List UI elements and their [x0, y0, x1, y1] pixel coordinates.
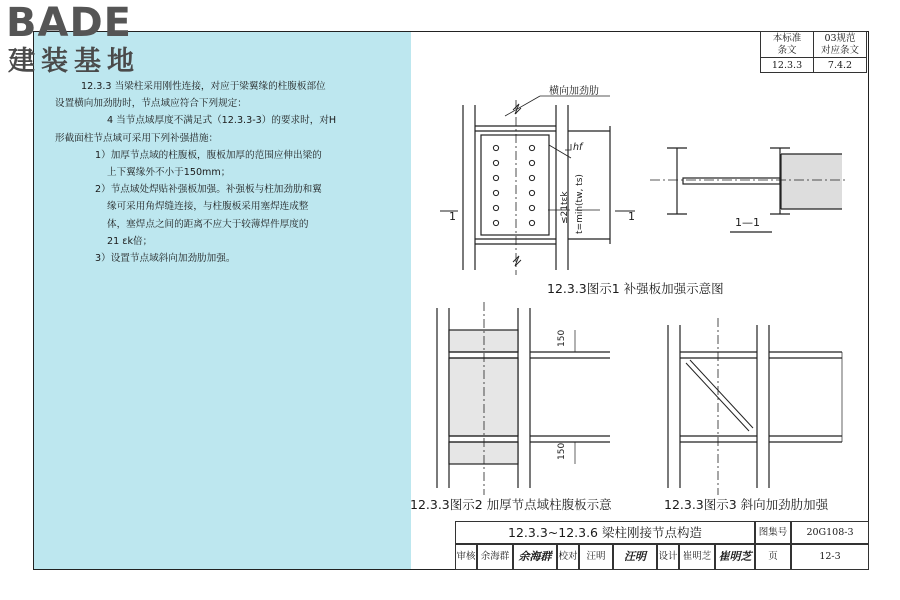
plug-weld-dot	[493, 160, 498, 165]
plug-weld-dot	[493, 205, 498, 210]
clause-line: 形截面柱节点域可采用下列补强措施：	[55, 132, 219, 144]
atlas-label: 图集号	[755, 521, 791, 544]
fig1-thickness-label: t=min(tw, ts)	[575, 174, 585, 234]
fig1-section-title: 1—1	[735, 216, 760, 229]
plug-weld-dot	[493, 145, 498, 150]
plug-weld-dot	[529, 145, 534, 150]
clause-line: 4 当节点域厚度不满足式（12.3.3-3）的要求时，对H	[107, 115, 337, 127]
checker-signature: 汪明	[613, 544, 657, 570]
checker-name: 汪明	[579, 544, 613, 570]
plug-weld-dot	[529, 190, 534, 195]
ref-header-code: 03规范 对应条文	[814, 32, 867, 58]
plug-weld-dot	[529, 220, 534, 225]
fig1-spacing-label: ≤21tεk	[560, 191, 570, 224]
logo-wordmark: BADE	[6, 0, 132, 46]
fig2-dim-top: 150	[557, 329, 567, 347]
check-label: 校对	[557, 544, 579, 570]
ref-value-standard: 12.3.3	[761, 58, 814, 73]
fig1-hf-label: hf	[573, 142, 583, 153]
fig1-rib-label: 横向加劲肋	[549, 86, 599, 97]
designer-signature: 崔明芝	[715, 544, 755, 570]
plug-weld-dot	[529, 205, 534, 210]
review-label: 审核	[455, 544, 477, 570]
plug-weld-dot	[529, 175, 534, 180]
clause-item: 2）节点域处焊贴补强板加强。补强板与柱加劲肋和翼	[95, 184, 322, 196]
clause-item: 3）设置节点域斜向加劲肋加强。	[95, 253, 236, 265]
plug-weld-dot	[529, 160, 534, 165]
logo-chinese: 建装基地	[8, 46, 140, 77]
fig2-dim-bottom: 150	[557, 442, 567, 460]
designer-name: 崔明芝	[679, 544, 715, 570]
drawing-title: 12.3.3~12.3.6 梁柱刚接节点构造	[455, 521, 755, 544]
plug-weld-dot	[493, 175, 498, 180]
plug-weld-dot	[493, 220, 498, 225]
fig1-caption: 12.3.3图示1 补强板加强示意图	[547, 281, 724, 296]
clause-item: 21 εk倍；	[107, 235, 153, 247]
page-label: 页	[755, 544, 791, 570]
title-block	[455, 521, 869, 570]
clause-line: 12.3.3 当梁柱采用刚性连接，对应于梁翼缘的柱腹板部位	[81, 81, 326, 92]
clause-line: 设置横向加劲肋时，节点域应符合下列规定：	[55, 98, 247, 110]
fig1-section-mark-left: 1	[449, 210, 456, 223]
ref-header-standard: 本标准 条文	[761, 32, 814, 58]
clause-item: 缘可采用角焊缝连接，与柱腹板采用塞焊连成整	[107, 201, 309, 213]
clause-item: 体，塞焊点之间的距离不应大于较薄焊件厚度的	[107, 218, 309, 230]
fig2-caption: 12.3.3图示2 加厚节点域柱腹板示意	[410, 497, 612, 512]
clause-item: 上下翼缘外不小于150mm；	[107, 167, 231, 179]
ref-value-code: 7.4.2	[814, 58, 867, 73]
atlas-number: 20G108-3	[791, 521, 869, 544]
clause-item: 1）加厚节点域的柱腹板，腹板加厚的范围应伸出梁的	[95, 149, 322, 161]
design-label: 设计	[657, 544, 679, 570]
reviewer-signature: 余海群	[513, 544, 557, 570]
reviewer-name: 余海群	[477, 544, 513, 570]
fig1-section-mark-right: 1	[628, 210, 635, 223]
plug-weld-dot	[493, 190, 498, 195]
fig3-caption: 12.3.3图示3 斜向加劲肋加强	[664, 497, 829, 512]
page-number: 12-3	[791, 544, 869, 570]
